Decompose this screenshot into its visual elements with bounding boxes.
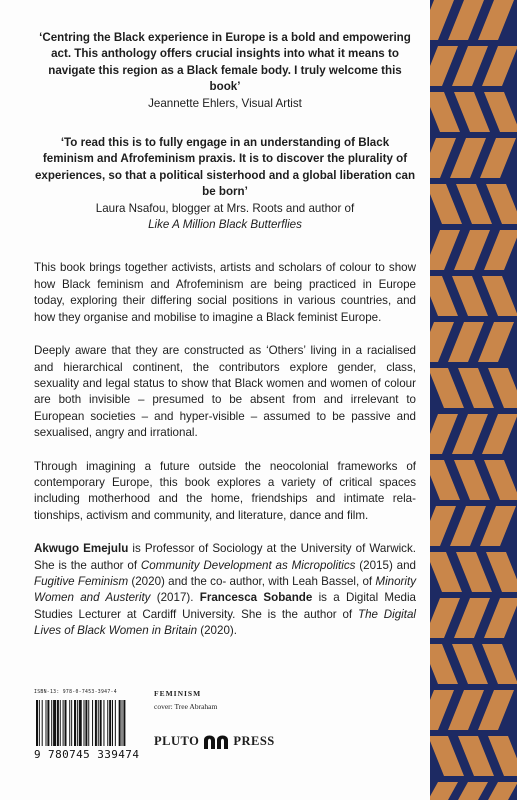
barcode-bar xyxy=(84,700,85,746)
barcode-bar xyxy=(63,700,64,746)
cover-text-column xyxy=(34,30,416,640)
book-title-3: Minority Women and Austerity xyxy=(34,574,417,605)
barcode-bar xyxy=(103,700,104,746)
book-title-4: The Digital Lives of Black Women in Britain xyxy=(34,607,417,638)
isbn-number: ISBN-13: 978-0-7453-3947-4 xyxy=(34,690,117,695)
endorsement-attribution-2: Laura Nsafou, blogger at Mrs. Roots and author of xyxy=(95,201,355,215)
barcode-bar xyxy=(112,700,113,746)
barcode-bar xyxy=(119,700,121,746)
category-label: FEMINISM xyxy=(154,689,202,698)
barcode-bar xyxy=(42,700,43,746)
barcode-bar xyxy=(47,700,49,746)
barcode-bar xyxy=(100,700,102,746)
description-paragraph-3: Through imagining a future outside the neocolonial frameworks of contemporary Europe, this book explores a variety of critical spaces including motherhood and the home, friendships and intimate relationships, activism and community, and literature, dance and film. xyxy=(34,459,416,522)
author-name-2: Francesca Sobande xyxy=(199,591,313,605)
barcode-bar xyxy=(39,700,40,746)
barcode-bar xyxy=(60,700,61,746)
geometric-pattern xyxy=(430,0,517,800)
barcode-bar xyxy=(79,700,82,746)
endorsement-quote-1: ‘Centring the Black experience in Europe is a bold and empowering act. This anthology offers crucial insights into what it means to navigate this region as a Black female body. I truly welcome this book’ xyxy=(39,31,411,94)
endorsement-attribution-1: Jeannette Ehlers, Visual Artist xyxy=(148,96,302,110)
barcode-bar xyxy=(65,700,67,746)
barcode-bar xyxy=(36,700,38,746)
barcode-bar xyxy=(74,700,76,746)
publisher-name-right: PRESS xyxy=(233,733,275,748)
barcode-bar xyxy=(71,700,72,746)
decorative-stripe-panel xyxy=(430,0,517,800)
isbn-barcode-block xyxy=(34,690,150,761)
barcode-bar xyxy=(46,700,47,746)
barcode-bar xyxy=(57,700,59,746)
book-title-2: Fugitive Feminism xyxy=(34,574,129,588)
barcode-bar xyxy=(107,700,108,746)
barcode-bar xyxy=(95,700,97,746)
cover-credit: cover: Tree Abraham xyxy=(154,702,218,711)
barcode-bar xyxy=(109,700,111,746)
endorsement-book-title: Like A Million Black Butterflies xyxy=(148,218,302,232)
endorsement-quote-2: ‘To read this is to fully engage in an understanding of Black feminism and Afrofeminism praxis. It is to discover the plurality of experiences, so that a political sisterhood and a global liberation can be born’ xyxy=(34,136,416,199)
description-paragraph-1: This book brings together activists, artists and scholars of colour to show how Black feminism and Afrofeminism are being practiced in Europe today, exploring their differing social positions in various countries, and how they organise and mobilise to imagine a Black feminist Europe. xyxy=(34,261,416,324)
barcode-bar xyxy=(123,700,125,746)
barcode-bar xyxy=(51,700,52,746)
barcode-bar xyxy=(85,700,87,746)
publisher-name-left: PLUTO xyxy=(154,733,200,748)
barcode-bar xyxy=(53,700,56,746)
publisher-logo xyxy=(154,729,275,753)
barcode-bar xyxy=(69,700,70,746)
author-bio: Akwugo Emejulu is Professor of Sociology at the University of Warwick. She is the author of Community Development as Micropolitics (2015) and Fugitive Feminism (2020) and the co- author, with Leah Bassel, of Minority Women and Austerity (2017). Francesca Sobande is a Digital Media Studies Lecturer at Cardiff University. She is the author of The Digital Lives of Black Women in Britain (2020). xyxy=(34,542,417,638)
barcode-bar xyxy=(88,700,89,746)
endorsement-attribution-2-book xyxy=(34,217,416,233)
barcode-bar xyxy=(77,700,78,746)
barcode-bar xyxy=(98,700,99,746)
barcode-digits: 9 780745 339474 xyxy=(34,748,140,761)
pluto-press-logo-icon xyxy=(203,732,229,750)
barcode-bar xyxy=(92,700,93,746)
barcode-graphic xyxy=(34,700,150,748)
description-paragraph-2: Deeply aware that they are constructed as ‘Others’ living in a racialised and hierarchical continent, the contributors explore gender, class, sexuality and legal status to show that Black women and women of colour are both invisible – presumed to be absent from and irrelevant to European societies – and hyper-visible – assumed to be passive and sexualised, angry and irrational. xyxy=(34,344,416,440)
barcode-bar xyxy=(122,700,123,746)
barcode-bar xyxy=(115,700,116,746)
author-name-1: Akwugo Emejulu xyxy=(34,542,129,556)
book-title-1: Community Development as Micropolitics xyxy=(140,558,356,572)
